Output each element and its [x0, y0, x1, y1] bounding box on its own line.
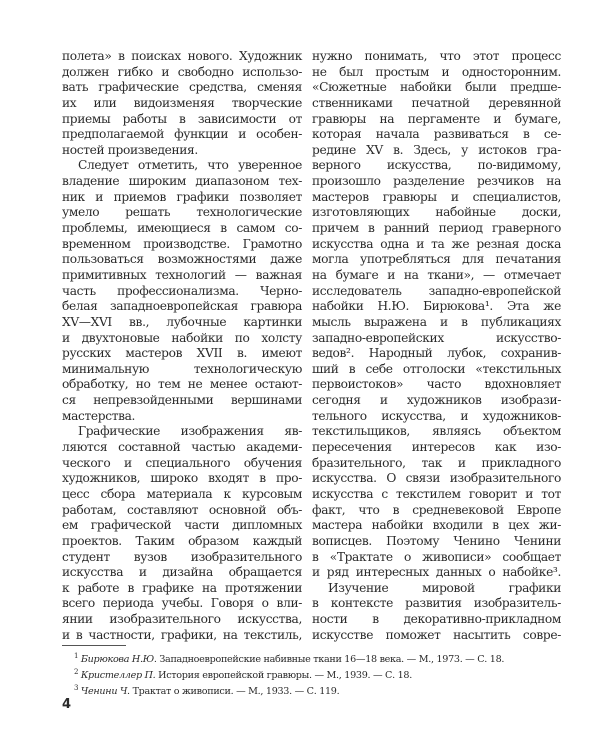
text-line: XV—XVI вв., лубочные картинки [62, 314, 302, 329]
text-line: мастера набойки входили в цех жи- [312, 518, 561, 533]
text-line: пересечения интересов как изо- [312, 440, 561, 455]
text-line: Графические изображения яв- [78, 424, 302, 439]
text-line: белая западноевропейская гравюра [62, 299, 302, 314]
text-line: ности в декоративно-прикладном [312, 612, 561, 627]
text-line: умело решать технологические [62, 205, 302, 220]
text-line: цесс сбора материала к курсовым [62, 486, 302, 501]
text-line: факт, что в средневековой Европе [312, 502, 561, 517]
footnote-text: Западноевропейские набивные ткани 16—18 века. — М., 1973. — С. 18. [159, 654, 505, 666]
text-line: ник и приемов графики позволяет [62, 189, 302, 204]
text-line: ем графической части дипломных [62, 518, 302, 533]
text-line: западно-европейских искусство- [312, 330, 561, 345]
footnote [74, 666, 504, 682]
footnote-author: Ченини Ч. [80, 686, 130, 698]
text-line: ведов². Народный лубок, сохранив- [312, 346, 561, 361]
footnotes [74, 650, 504, 699]
text-line: редине XV в. Здесь, у истоков гра- [312, 142, 561, 157]
right-text-column [312, 49, 561, 643]
text-line: «Сюжетные набойки были предше- [312, 80, 561, 95]
text-line: произошло разделение резчиков на [312, 174, 561, 189]
footnote-separator [62, 645, 126, 646]
text-line: и ряд интересных данных о набойке³. [312, 565, 561, 580]
text-line: их или видоизменяя творческие [62, 95, 302, 110]
text-line: проблемы, имеющиеся в самом со- [62, 221, 302, 236]
text-line: полета» в поисках нового. Художник [62, 49, 302, 63]
text-line: обработку, но тем не менее остают- [62, 377, 302, 392]
text-line: мысль выражена и в публикациях [312, 314, 561, 329]
text-line: искусства и дизайна обращается [62, 565, 302, 580]
text-line: гравюры на пергаменте и бумаге, [312, 111, 561, 126]
text-line: пользоваться возможностями даже [62, 252, 302, 267]
footnote-text: История европейской гравюры. — М., 1939. — С. 18. [158, 670, 412, 682]
text-line: студент вузов изобразительного [62, 549, 302, 564]
text-line: работам, составляют основной объ- [62, 502, 302, 517]
text-line: и двухтоновые набойки по холсту [62, 330, 302, 345]
text-line: минимальную технологическую [62, 361, 302, 376]
text-line: владение широким диапазоном тех- [62, 174, 302, 189]
text-line: вописцев. Поэтому Ченино Ченини [312, 533, 561, 548]
text-line: вать графические средства, сменяя [62, 80, 302, 95]
text-line: и в частности, графики, на текстиль, [62, 627, 302, 642]
text-line: набойки Н.Ю. Бирюкова¹. Эта же [312, 299, 561, 314]
text-line: бразительного, так и прикладного [312, 455, 561, 470]
text-line: которая начала развиваться в се- [312, 127, 561, 142]
text-line: русских мастеров XVII в. имеют [62, 346, 302, 361]
left-text-column [62, 49, 302, 643]
text-line: тельного искусства, и художников- [312, 408, 561, 423]
text-line: предполагаемой функции и особен- [62, 127, 302, 142]
text-line: искусства одна и та же резная доска [312, 236, 561, 251]
footnote-number: 3 [74, 684, 79, 693]
text-line: янии изобразительного искусства, [62, 612, 302, 627]
text-line: изготовляющих набойные доски, [312, 205, 561, 220]
text-line: искусства. О связи изобразительного [312, 471, 561, 486]
text-line: часть профессионализма. Черно- [62, 283, 302, 298]
footnote [74, 650, 504, 666]
text-line: ческого и специального обучения [62, 455, 302, 470]
text-line: искусстве поможет насытить совре- [312, 627, 561, 642]
text-line: художников, широко входят в про- [62, 471, 302, 486]
text-line: сегодня и художников изобрази- [312, 393, 561, 408]
footnote-author: Кристеллер П. [80, 670, 156, 682]
footnote-text: Трактат о живописи. — М., 1933. — С. 119. [132, 686, 340, 698]
text-line: ляются составной частью академи- [62, 440, 302, 455]
text-line: причем в ранний период граверного [312, 221, 561, 236]
text-line: текстильщиков, являясь объектом [312, 424, 561, 439]
text-line: в «Трактате о живописи» сообщает [312, 549, 561, 564]
footnote [74, 682, 504, 698]
text-line: примитивных технологий — важная [62, 267, 302, 282]
text-line: временном производстве. Грамотно [62, 236, 302, 251]
text-line: Изучение мировой графики [328, 580, 561, 595]
text-line: мастерства. [62, 408, 136, 423]
text-line: нужно понимать, что этот процесс [312, 49, 561, 63]
text-line: к работе в графике на протяжении [62, 580, 302, 595]
text-line: приемы работы в зависимости от [62, 111, 302, 126]
text-line: всего периода учебы. Говоря о вли- [62, 596, 302, 611]
text-line: не был простым и односторонним. [312, 64, 561, 79]
text-line: ший в себе отголоски «текстильных [312, 361, 561, 376]
text-line: первоистоков» часто вдохновляет [312, 377, 561, 392]
text-line: в контексте развития изобразитель- [312, 596, 561, 611]
text-line: должен гибко и свободно использо- [62, 64, 302, 79]
footnote-number: 1 [74, 652, 79, 660]
text-line: мастеров гравюры и специалистов, [312, 189, 561, 204]
footnote-number: 2 [74, 668, 79, 677]
text-line: Следует отметить, что уверенное [78, 158, 302, 173]
text-line: на бумаге и на ткани», — отмечает [312, 267, 561, 282]
text-line: искусства с текстилем говорит и тот [312, 486, 561, 501]
page-number: 4 [62, 697, 72, 712]
text-line: исследователь западно-европейской [312, 283, 561, 298]
footnote-author: Бирюкова Н.Ю. [80, 654, 157, 666]
text-line: ственниками печатной деревянной [312, 95, 561, 110]
text-line: верного искусства, по-видимому, [312, 158, 561, 173]
text-line: проектов. Таким образом каждый [62, 533, 302, 548]
text-line: ся непревзойденными вершинами [62, 393, 302, 408]
text-line: ностей произведения. [62, 142, 198, 157]
text-line: могла употребляться для печатания [312, 252, 561, 267]
